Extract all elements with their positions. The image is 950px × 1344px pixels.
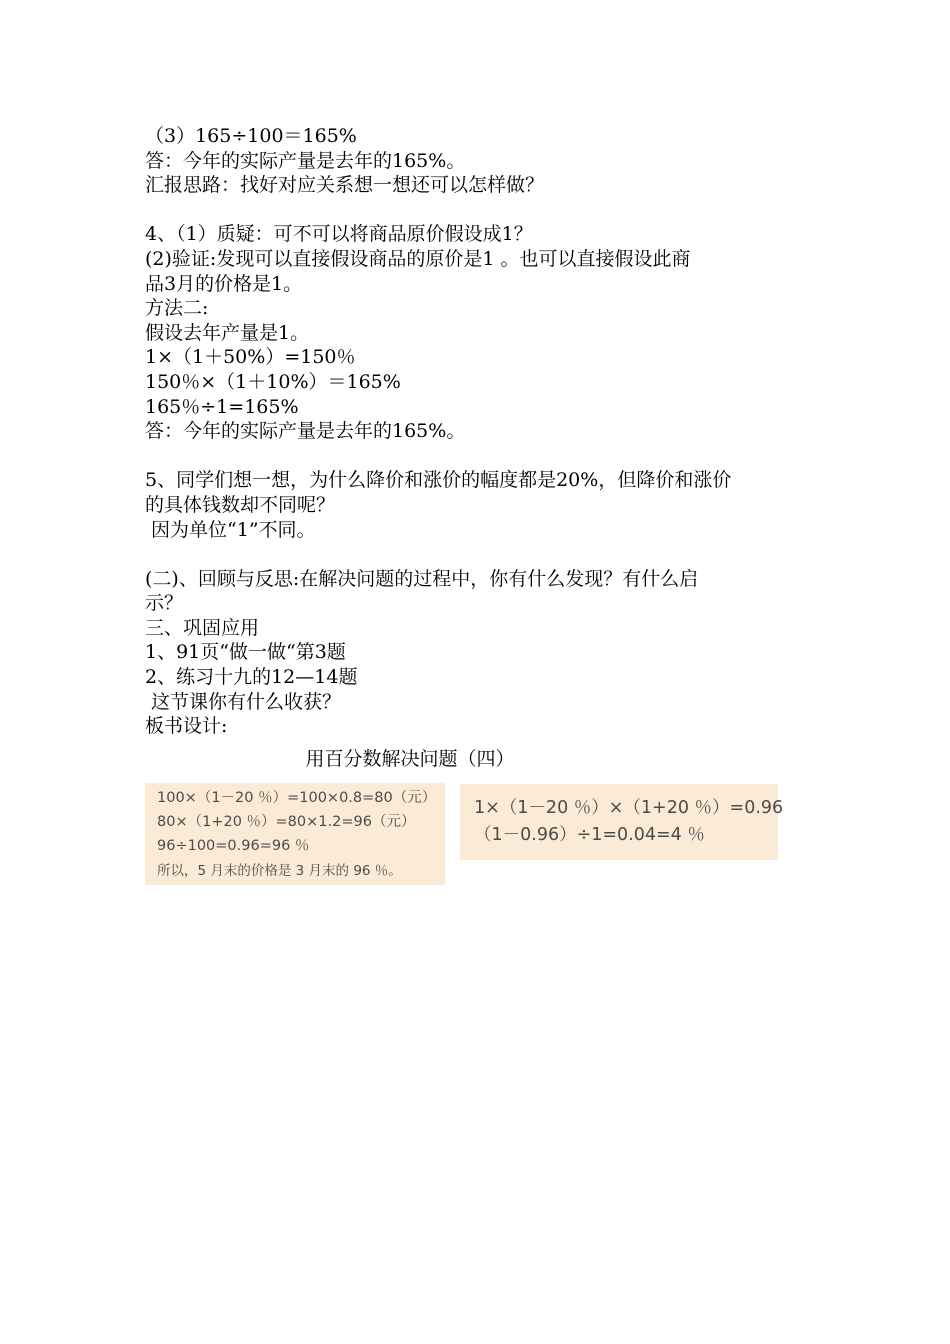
text-line: 1×（1＋50%）=150％ [145, 346, 356, 369]
calc-line: 1×（1－20 ％）×（1+20 ％）=0.96 [474, 798, 784, 818]
text-line: 165％÷1=165% [145, 395, 299, 418]
text-line: 答：今年的实际产量是去年的165%。 [145, 420, 466, 443]
text-line: （3）165÷100＝165% [145, 125, 357, 147]
document-body [145, 124, 825, 739]
text-line: 方法二: [145, 297, 209, 320]
board-calculation-box-left [145, 783, 445, 885]
calc-line: 96÷100=0.96=96 ％ [157, 838, 310, 854]
blank-line [145, 444, 825, 469]
text-line: 的具体钱数却不同呢？ [145, 493, 336, 516]
calc-line: （1－0.96）÷1=0.04=4 ％ [474, 825, 705, 845]
text-line: 板书设计: [145, 715, 228, 738]
text-line: 品3月的价格是1。 [145, 272, 303, 295]
board-calculation-box-right [460, 784, 784, 860]
text-line: 1、91页“做一做“第3题 [145, 641, 346, 664]
text-line: 150％×（1＋10%）＝165% [145, 370, 401, 393]
text-line: 4、（1）质疑：可不可以将商品原价假设成1？ [145, 223, 533, 246]
text-line: 5、同学们想一想，为什么降价和涨价的幅度都是20%，但降价和涨价 [145, 469, 732, 492]
text-line: 假设去年产量是1。 [145, 321, 310, 344]
blank-line [145, 198, 825, 223]
text-line: 因为单位“1”不同。 [145, 518, 316, 541]
text-line: 答：今年的实际产量是去年的165%。 [145, 149, 466, 172]
board-design-title: 用百分数解决问题（四） [305, 748, 515, 770]
calc-line: 100×（1－20 ％）=100×0.8=80（元） [157, 790, 437, 806]
calc-line: 80×（1+20 ％）=80×1.2=96（元） [157, 814, 416, 830]
text-line: 示？ [145, 592, 184, 615]
text-line: 汇报思路：找好对应关系想一想还可以怎样做？ [145, 174, 545, 197]
text-line: 这节课你有什么收获？ [145, 690, 342, 713]
blank-line [145, 542, 825, 567]
text-line: 三、巩固应用 [145, 616, 260, 639]
text-line: (2)验证:发现可以直接假设商品的原价是1 。也可以直接假设此商 [145, 247, 691, 270]
text-line: (二)、回顾与反思:在解决问题的过程中，你有什么发现？有什么启 [145, 567, 699, 590]
text-line: 2、练习十九的12—14题 [145, 666, 358, 689]
calc-conclusion: 所以，5 月末的价格是 3 月末的 96 ％。 [157, 863, 402, 879]
